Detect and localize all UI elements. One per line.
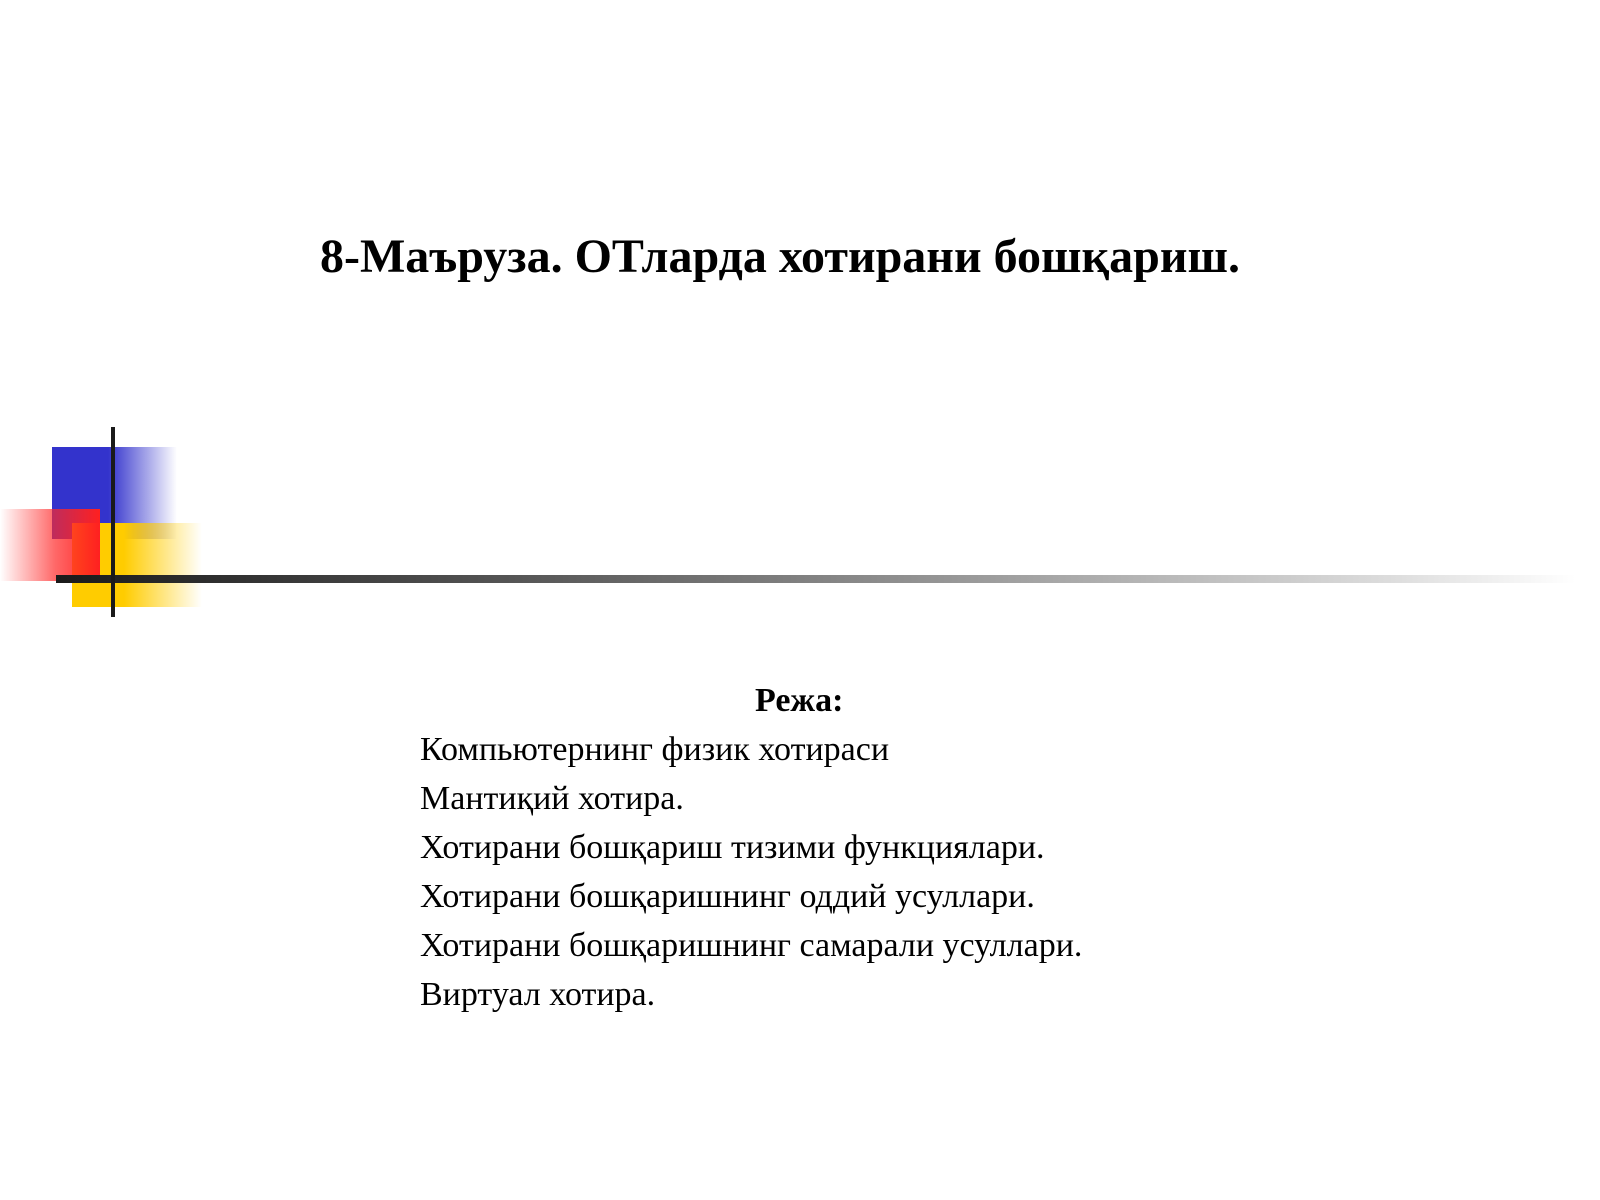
- plan-list: [420, 676, 1420, 1019]
- slide-title: 8-Маъруза. ОТларда хотирани бошқариш.: [319, 230, 1241, 283]
- plan-item: Хотирани бошқариш тизими функциялари.: [420, 829, 1045, 866]
- horizontal-rule: [56, 575, 1576, 583]
- plan-item: Мантиқий хотира.: [420, 780, 684, 817]
- plan-heading: Режа:: [755, 682, 844, 719]
- plan-item: Хотирани бошқаришнинг оддий усуллари.: [420, 878, 1035, 915]
- vertical-rule: [111, 427, 115, 617]
- red-square: [0, 509, 100, 581]
- plan-item: Хотирани бошқаришнинг самарали усуллари.: [420, 927, 1083, 964]
- plan-item: Компьютернинг физик хотираси: [420, 731, 890, 768]
- plan-item: Виртуал хотира.: [420, 976, 656, 1013]
- decorative-graphic: [0, 425, 1600, 625]
